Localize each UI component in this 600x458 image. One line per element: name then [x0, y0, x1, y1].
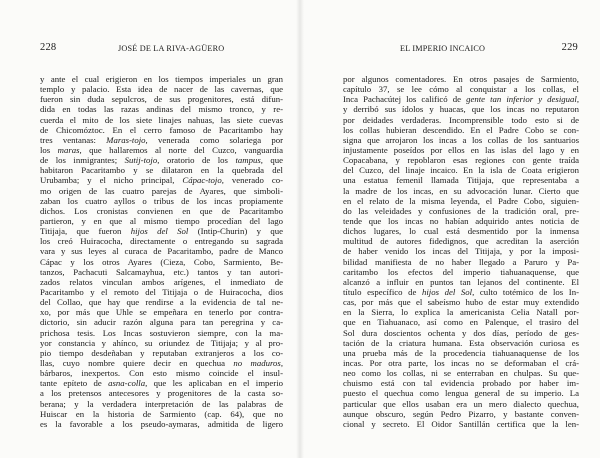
text-line: aunque obscuro, según Pedro Pizarro, y bastante conven- [343, 408, 579, 419]
text-line: zaban los cuatro ayllos o tribus de los incas propiamente [40, 195, 283, 206]
page-number: 229 [561, 42, 578, 53]
text-line: y ante el cual erigieron en los tiempos imperiales un gran [40, 74, 283, 84]
text-line: tante epíteto de asna-colla, que les aplicaban en el imperio [40, 378, 284, 389]
text-line: multitud de autores fidedignos, que acreditan la aserción [343, 236, 579, 247]
text-line: incas. Por otra parte, los incas no se deformaban el crá- [343, 357, 579, 368]
text-line: chuismo está con tal evidencia probado por haber im- [343, 378, 579, 389]
text-line: del Collao, que hay que rendirse a la evidencia de tal ne- [40, 297, 283, 308]
text-line: los creó Huiracocha, directamente o entregando su sagrada [40, 236, 283, 247]
text-line: Copacabana, y repoblaron esas regiones con gente traída [343, 155, 579, 166]
text-line: puesto el quechua como lengua general de su imperio. La [343, 388, 579, 399]
text-line: Cápac y los otros Ayares (Cieza, Cobo, Sarmiento, Be- [40, 256, 283, 267]
text-line: Sol dura doscientos ochenta y dos días, período de ges- [343, 327, 579, 338]
text-line: tende que los incas no habían adquirido antes noticia de [343, 215, 579, 226]
text-line: la madre de los incas, en su advocación lunar. Cierto que [343, 185, 579, 196]
text-line: en la Sierra, lo explica la americanista Celia Natall por- [343, 307, 579, 318]
text-line: injustamente poseídos por ellos en las islas del lago y en [343, 144, 579, 155]
body-text [40, 74, 283, 429]
page-number: 228 [40, 42, 57, 53]
text-line: zados relatos vinculan ambos arígenes, el inmediato de [40, 276, 283, 287]
text-line: templo y palacio. Esta idea de nacer de las cavernas, que [40, 84, 283, 95]
text-line: de los inmigrantes; Sutij-tojo, oratorio de los tampus, que [40, 155, 284, 166]
text-line: los maras, que hallaremos al norte del Cuzco, vanguardia [40, 144, 283, 155]
text-line: una estatua femenil llamada Titijaja, que representaba a [343, 175, 579, 186]
text-line: neo como los collas, ni se enterraban en chulpas. Su que- [343, 368, 579, 379]
text-line: do las veleidades y confusiones de la tradición oral, pre- [343, 205, 579, 216]
text-line: alcanzó a influir en puntos tan lejanos del continente. El [343, 276, 579, 287]
text-line: yor constancia y ahínco, su oriundez de Titijaja; y al pro- [40, 337, 283, 348]
text-line: prichosa tesis. Los Incas sostuvieron siempre, con la ma- [40, 327, 283, 338]
body-text [343, 74, 579, 429]
text-line: cuerda el mito de los siete linajes nahuas, las siete cuevas [40, 114, 283, 125]
text-line: dictorio, sin aducir razón alguna para tan peregrina y ca- [40, 317, 283, 328]
text-line: cional y secreto. El Oidor Santillán certifica que la len- [343, 418, 579, 429]
text-line: título específico de hijos del Sol, culto totémico de los In- [343, 286, 579, 297]
right-page [300, 0, 600, 458]
text-line: en el relato de la misma leyenda, el Padre Cobo, siguien- [343, 195, 579, 206]
text-line: signa que arrojaron los incas a los collas de los santuarios [343, 134, 579, 145]
text-line: es la favorable a los pseudo-aymaras, admitida de ligero [40, 418, 283, 429]
text-line: xo, por más que Uhle se empeñara en tenerlo por contra- [40, 307, 283, 318]
text-line: Huiscar en la historia de Sarmiento (cap. 64), que no [40, 408, 283, 419]
text-line: tación de la criatura humana. Esta observación curiosa es [343, 337, 579, 348]
text-line: y derribó sus ídolos y huacas, que los incas no reputaron [343, 104, 579, 115]
running-head: JOSÉ DE LA RIVA-AGÜERO [118, 44, 225, 53]
text-line: de haber venido los incas del Titijaja, y por la imposi- [343, 246, 579, 257]
running-head: EL IMPERIO INCAICO [400, 44, 486, 53]
text-line: los collas hubieran descendido. En el Padre Cobo se con- [343, 124, 579, 135]
text-line: tanzos, Pachacuti Salcamayhua, etc.) tantos y tan autori- [40, 266, 283, 277]
text-line: Inca Pachacútej los calificó de gente tan inferior y desigual, [343, 94, 579, 105]
text-line: bárbaros, inexpertos. Con esto mismo coincide el insul- [40, 368, 283, 379]
text-line: partieron, y en que al mismo tiempo procedían del lago [40, 215, 283, 226]
text-line: del Cuzco, del linaje incaico. En la isla de Coata erigieron [343, 165, 579, 176]
text-line: mo origen de las cuatro parejas de Ayares, que simboli- [40, 185, 283, 196]
text-line: pio tiempo desdeñaban y reputaban extranjeros a los co- [40, 347, 283, 358]
text-line: dichos. Los cronistas convienen en que de Pacaritambo [40, 205, 283, 216]
text-line: a los pretensos antecesores y progenitores de la casta so- [40, 388, 283, 399]
text-line: dida en todas las razas andinas del mismo tronco, y re- [40, 104, 283, 115]
text-line: habitaron Pacaritambo y se dilataron en la quebrada del [40, 165, 283, 176]
text-line: bilidad manifiesta de no haber llegado a Paruro y Pa- [343, 256, 579, 267]
text-line: Pacaritambo y el remoto del Titijaja o de Huiracocha, dios [40, 286, 283, 297]
text-line: Urubamba; y el nicho principal, Cápac-tojo, venerado co- [40, 175, 283, 186]
text-line: de Chicomóztoc. En el cerro famoso de Pacaritambo hay [40, 124, 283, 135]
text-line: berana; y la verdadera interpretación de las palabras de [40, 398, 283, 409]
text-line: cas, por más que el sabeísmo hubo de estar muy extendido [343, 297, 579, 308]
text-line: dichos lugares, lo cual está desmentido por la inmensa [343, 226, 579, 237]
text-line: caritambo los efectos del imperio tiahuanaquense, que [343, 266, 579, 277]
text-line: por deidades verdaderas. Incomprensible todo esto si de [343, 114, 579, 125]
text-line: por algunos comentadores. En otros pasajes de Sarmiento, [343, 74, 579, 84]
text-line: particular que ellos usaban era un mero dialecto quechua, [343, 398, 579, 409]
text-line: llas, cuyo nombre quiere decir en quechua no maduros, [40, 357, 283, 368]
text-line: capítulo 37, se lee cómo al conquistar a los collas, el [343, 84, 579, 95]
text-line: que en Tiahuanaco, así como en Palenque, el trasiro del [343, 317, 579, 328]
text-line: tres ventanas: Maras-tojo, venerada como solariega por [40, 134, 283, 145]
text-line: fueron sin duda sepulcros, de sus progenitores, está difun- [40, 94, 283, 105]
text-line: una prueba más de la procedencia tiahuanaquense de los [343, 347, 579, 358]
text-line: Titijaja, que fueron hijos del Sol (Intip-Churin) y que [40, 226, 283, 237]
text-line: vara y sus leyes al curaca de Pacaritambo, padre de Manco [40, 246, 283, 257]
